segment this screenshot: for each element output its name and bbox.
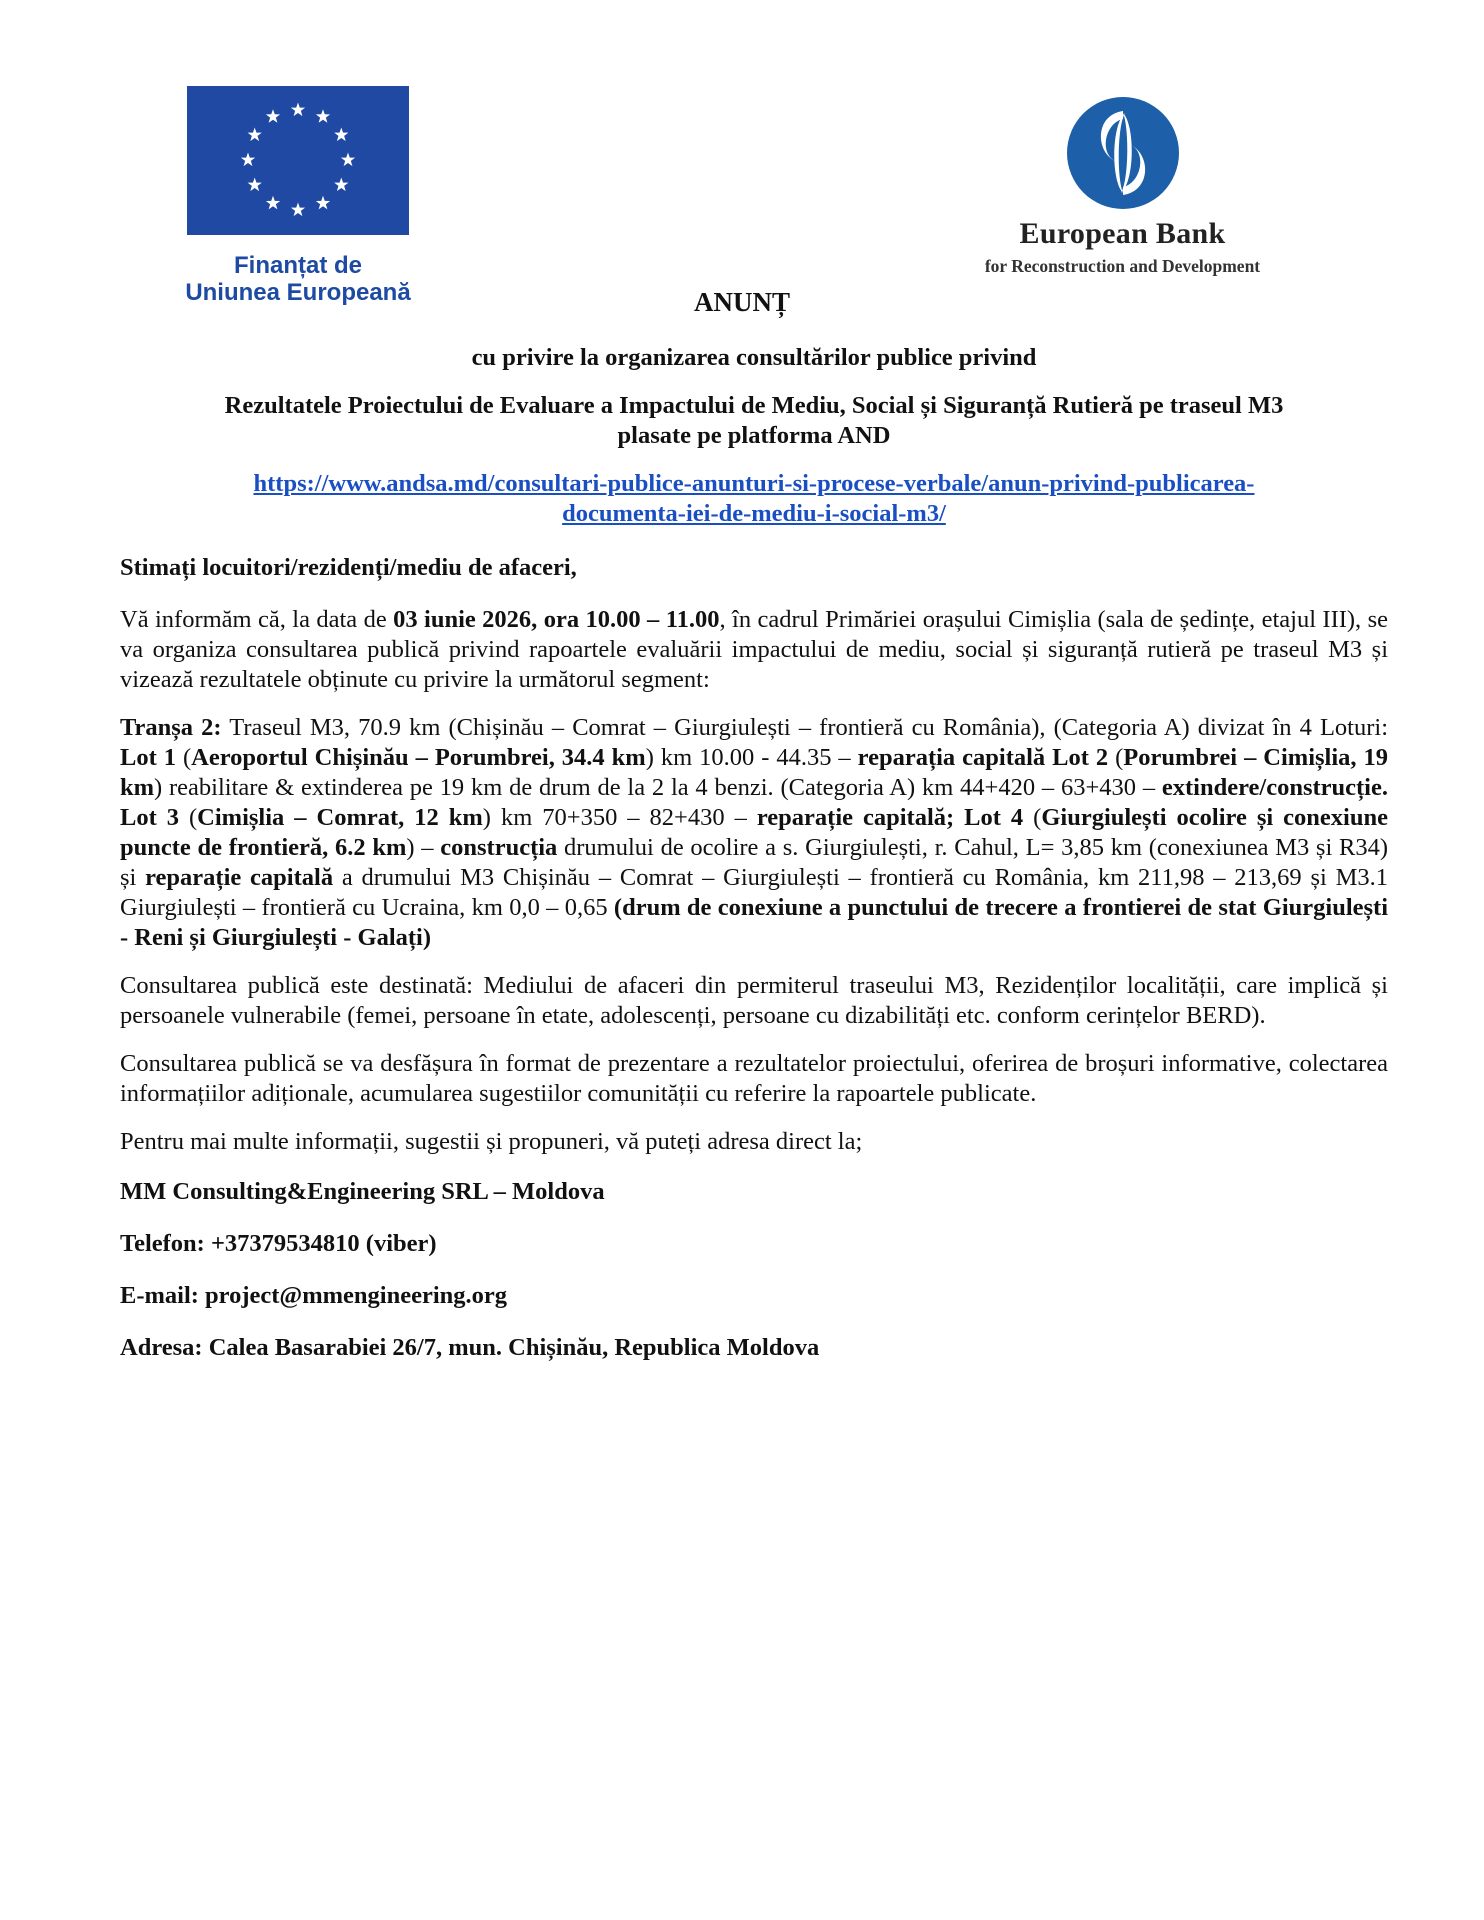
p2-bold: reparație capitală; Lot 4 bbox=[756, 804, 1024, 831]
p2-bold: Lot 1 bbox=[120, 744, 176, 771]
ebrd-logo-icon bbox=[1065, 95, 1181, 211]
p2-bold: Cimișlia – Comrat, 12 km bbox=[197, 804, 483, 831]
p2-bold: Tranșa 2: bbox=[120, 714, 222, 741]
notice-subtitle: cu privire la organizarea consultărilor publice privind bbox=[471, 344, 1037, 371]
p1-text: , în cadrul Primăriei orașului Cimișlia (sala de ședințe, etajul III), se va organiza consultarea publică privind rapoartele evaluării impactului de mediu, social și siguranță rutieră pe traseul M3 și vizează rezultatele obținute cu privire la următorul segment: bbox=[120, 606, 1389, 693]
p2-text: drumului de ocolire a s. Giurgiulești, r. Cahul, L= 3,85 km (conexiunea M3 și R34) și bbox=[120, 834, 1388, 891]
p2-text: ( bbox=[179, 804, 198, 831]
p2-bold: reparația capitală Lot 2 bbox=[857, 744, 1109, 771]
eu-caption-line2: Uniunea Europeană bbox=[185, 279, 411, 306]
project-link-line1[interactable]: https://www.andsa.md/consultari-publice-anunturi-si-procese-verbale/anun-privind-publicarea- bbox=[253, 470, 1255, 497]
contact-company: MM Consulting&Engineering SRL – Moldova bbox=[120, 1178, 605, 1205]
p2-text: ( bbox=[175, 744, 192, 771]
paragraph-format: Consultarea publică se va desfășura în format de prezentare a rezultatelor proiectului, oferirea de broșuri informative, colectarea informațiilor adiționale, acumularea sugestiilor comunității cu referire la rapoartele publicate. bbox=[120, 1050, 1388, 1107]
project-link bbox=[120, 469, 1388, 529]
p2-text: a drumului M3 Chișinău – Comrat – Giurgiulești – frontieră cu România, km 211,98 – 213,69 și M3.1 Giurgiulești – frontieră cu Ucraina, km 0,0 – 0,65 bbox=[120, 864, 1388, 921]
p1-text: Vă informăm că, la data de bbox=[120, 606, 394, 633]
ebrd-name: European Bank bbox=[1019, 217, 1226, 250]
p2-bold: Porumbrei – Cimișlia, 19 km bbox=[120, 744, 1389, 801]
p2-text: ) km 10.00 - 44.35 – bbox=[645, 744, 858, 771]
p2-bold: reparație capitală bbox=[145, 864, 334, 891]
project-link-line2[interactable]: documenta-iei-de-mediu-i-social-m3/ bbox=[562, 500, 946, 527]
paragraph-contact-intro: Pentru mai multe informații, sugestii și propuneri, vă puteți adresa direct la; bbox=[120, 1128, 863, 1155]
p2-text: ) km 70+350 – 82+430 – bbox=[482, 804, 757, 831]
contact-email: E-mail: project@mmengineering.org bbox=[120, 1282, 508, 1309]
p2-bold: extindere/construcție. Lot 3 bbox=[120, 774, 1388, 831]
project-title-line1: Rezultatele Proiectului de Evaluare a Impactului de Mediu, Social și Siguranță Rutieră pe traseul M3 bbox=[224, 392, 1284, 419]
p2-text: ) – bbox=[406, 834, 441, 861]
p2-text: Traseul M3, 70.9 km (Chișinău – Comrat – Giurgiulești – frontieră cu România), (Categoria A) divizat în 4 Loturi: bbox=[221, 714, 1388, 741]
p2-bold: (drum de conexiune a punctului de trecere a frontierei de stat Giurgiulești - Reni și Giurgiulești - Galați) bbox=[120, 894, 1388, 951]
p2-text: ) reabilitare & extinderea pe 19 km de drum de la 2 la 4 benzi. (Categoria A) km 44+420 – 63+430 – bbox=[154, 774, 1162, 801]
project-title-line2: plasate pe platforma AND bbox=[617, 422, 891, 449]
p2-bold: Aeroportul Chișinău – Porumbrei, 34.4 km bbox=[191, 744, 646, 771]
project-title bbox=[120, 391, 1388, 451]
eu-flag-logo bbox=[187, 86, 409, 235]
p2-bold: Giurgiulești ocolire și conexiune puncte de frontieră, 6.2 km bbox=[120, 804, 1388, 861]
contact-address: Adresa: Calea Basarabiei 26/7, mun. Chișinău, Republica Moldova bbox=[120, 1334, 820, 1361]
p2-text: ( bbox=[1023, 804, 1042, 831]
salutation: Stimați locuitori/rezidenți/mediu de afaceri, bbox=[120, 554, 577, 581]
eu-caption-line1: Finanțat de bbox=[233, 252, 362, 279]
notice-body bbox=[120, 343, 1388, 1385]
p2-bold: construcția bbox=[440, 834, 558, 861]
paragraph-segment bbox=[120, 713, 1388, 953]
p2-text: ( bbox=[1108, 744, 1124, 771]
contact-phone: Telefon: +37379534810 (viber) bbox=[120, 1230, 437, 1257]
paragraph-date bbox=[120, 605, 1388, 695]
p1-date: 03 iunie 2026, ora 10.00 – 11.00 bbox=[393, 606, 720, 633]
notice-title: ANUNȚ bbox=[693, 287, 790, 317]
ebrd-subtitle: for Reconstruction and Development bbox=[984, 256, 1261, 276]
paragraph-audience: Consultarea publică este destinată: Mediului de afaceri din permiterul traseului M3, Rezidenților localității, care implică și persoanele vulnerabile (femei, persoane în etate, adolescenți, persoane cu dizabilități etc. conform cerințelor BERD). bbox=[120, 972, 1388, 1029]
